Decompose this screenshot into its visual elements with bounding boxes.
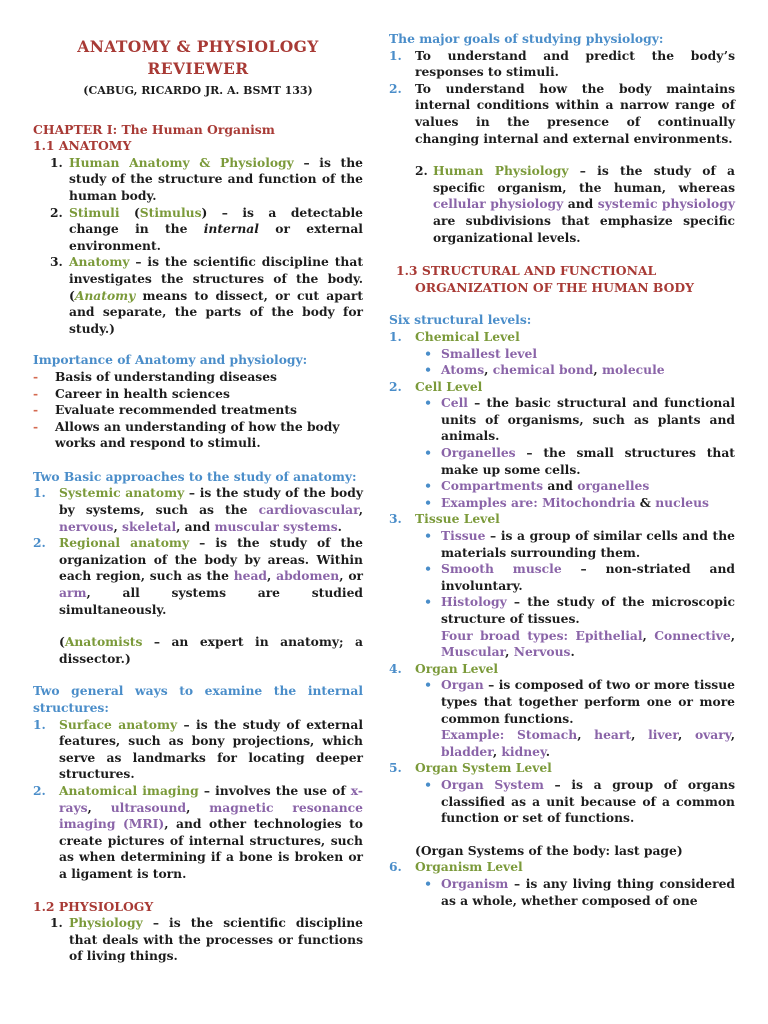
bullet-item: • Organelles – the small structures that make up some cells.: [424, 445, 735, 477]
list-item: - Basis of understanding diseases: [33, 368, 277, 384]
internal-heading: Two general ways to examine the internal structures:: [33, 683, 363, 715]
approaches-heading: Two Basic approaches to the study of anatomy:: [33, 468, 357, 484]
level-organ: 4. Organ Level: [389, 660, 499, 676]
organ-systems-note: (Organ Systems of the body: last page): [415, 842, 683, 858]
document-title: ANATOMY & PHYSIOLOGY REVIEWER: [77, 37, 319, 78]
level-organism: 6. Organism Level: [389, 859, 523, 875]
definition-stimuli: 2. Stimuli (Stimulus) – is a detectable change in the internal or external environment.: [50, 204, 363, 253]
anatomists-note: (Anatomists – an expert in anatomy; a dissector.): [59, 634, 363, 666]
importance-list: [33, 369, 363, 452]
left-column: [33, 0, 363, 965]
bullet-item: • Organ System – is a group of organs classified as a unit because of a common function or set of functions.: [424, 776, 735, 826]
definition-physiology: 1. Physiology – is the scientific discipline that deals with the processes or functions of living things.: [50, 915, 363, 964]
chapter-heading: CHAPTER I: The Human Organism: [33, 121, 275, 137]
list-item: - Evaluate recommended treatments: [33, 402, 297, 418]
bullet-item: • Histology – the study of the microscopic structure of tissues. Four broad types: Epithelial, Connective, Muscular, Nervous.: [424, 594, 736, 660]
list-item: - Allows an understanding of how the body works and respond to stimuli.: [33, 418, 340, 451]
bullet-item: • Atoms, chemical bond, molecule: [424, 362, 665, 378]
goal-item: 1. To understand and predict the body’s responses to stimuli.: [389, 47, 735, 80]
level-chemical: 1. Chemical Level: [389, 328, 520, 344]
bullet-item: • Organism – is any living thing considered as a whole, whether composed of one: [424, 875, 735, 908]
anatomical-imaging-item: 2. Anatomical imaging – involves the use of x-rays, ultrasound, magnetic resonance imaging (MRI), and other technologies to create pictures of internal structures, such as when determining if a bone is broken or a ligament is torn.: [33, 782, 363, 881]
levels-heading: Six structural levels:: [389, 312, 532, 328]
section-heading-organization: 1.3 STRUCTURAL AND FUNCTIONAL ORGANIZATION OF THE HUMAN BODY: [396, 263, 694, 295]
definition-human-physiology: 2. Human Physiology – is the study of a specific organism, the human, whereas cellular physiology and systemic physiology are subdivisions that emphasize specific organizational levels.: [415, 163, 736, 245]
goal-item: 2. To understand how the body maintains internal conditions within a narrow range of values in the presence of continually changing internal and external environments.: [389, 80, 735, 146]
bullet-item: • Smooth muscle – non-striated and involuntary.: [424, 561, 735, 593]
systemic-anatomy-item: 1. Systemic anatomy – is the study of the body by systems, such as the cardiovascular, nervous, skeletal, and muscular systems.: [33, 485, 363, 534]
bullet-item: • Examples are: Mitochondria & nucleus: [424, 494, 709, 510]
bullet-item: • Cell – the basic structural and functional units of organisms, such as plants and animals.: [424, 395, 735, 444]
definition-anatomy: 3. Anatomy – is the scientific discipline that investigates the structures of the body. (Anatomy means to dissect, or cut apart and separate, the parts of the body for study.): [50, 254, 363, 336]
definition-anatomy-physiology: 1. Human Anatomy & Physiology – is the study of the structure and function of the human body.: [50, 154, 363, 203]
author-line: (CABUG, RICARDO JR. A. BSMT 133): [83, 84, 313, 97]
list-item: - Career in health sciences: [33, 385, 230, 401]
bullet-item: • Compartments and organelles: [424, 478, 650, 494]
bullet-item: • Smallest level: [424, 345, 538, 361]
section-heading-anatomy: 1.1 ANATOMY: [33, 138, 132, 154]
level-organ-system: 5. Organ System Level: [389, 760, 552, 776]
bullet-item: • Tissue – is a group of similar cells and the materials surrounding them.: [424, 528, 735, 560]
surface-anatomy-item: 1. Surface anatomy – is the study of external features, such as bony projections, which serve as landmarks for locating deeper structures.: [33, 716, 363, 782]
regional-anatomy-item: 2. Regional anatomy – is the study of the organization of the body by areas. Within each region, such as the head, abdomen, or arm, all systems are studied simultaneously.: [33, 535, 363, 617]
level-cell: 2. Cell Level: [389, 378, 483, 394]
goals-heading: The major goals of studying physiology:: [389, 31, 664, 46]
bullet-item: • Organ – is composed of two or more tissue types that together perform one or more common functions. Example: Stomach, heart, liver, ovary, bladder, kidney.: [424, 677, 735, 759]
level-tissue: 3. Tissue Level: [389, 511, 500, 527]
section-heading-physiology: 1.2 PHYSIOLOGY: [33, 898, 154, 914]
right-column: [389, 0, 735, 909]
importance-heading: Importance of Anatomy and physiology:: [33, 352, 308, 368]
